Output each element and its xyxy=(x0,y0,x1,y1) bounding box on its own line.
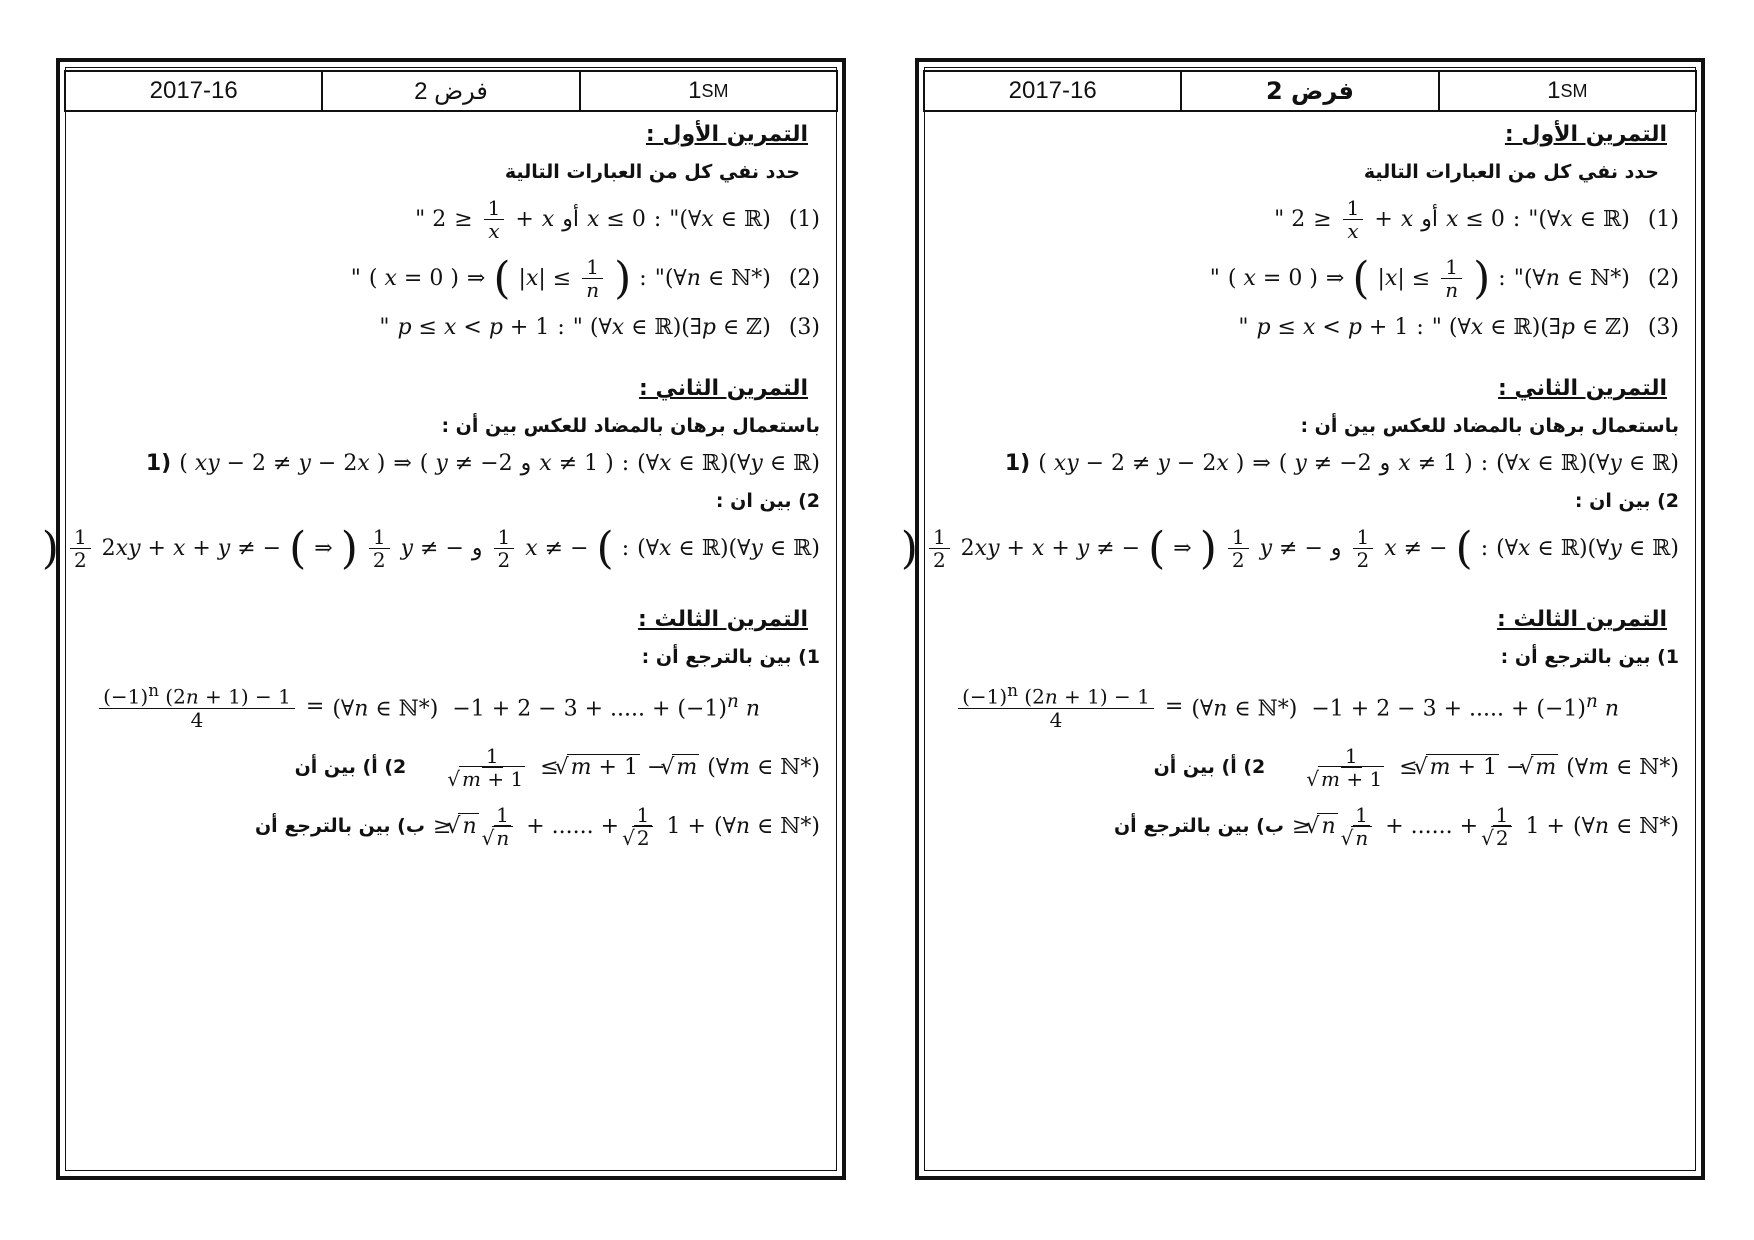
exam-sheet-left xyxy=(41,58,846,1180)
ex3-q1-formula: $\frac{(-1)^n (2n + 1) - 1}{4}$ = (∀n ∈ ℕ*) −1 + 2 − 3 + ..... + $(-1)^n$ n xyxy=(82,682,760,731)
ex3-q1-label: 1) بين بالترجع أن : xyxy=(1500,646,1679,668)
header-class: 1 SM xyxy=(579,72,836,110)
exam-sheet-right xyxy=(900,58,1705,1180)
ex3-q2b: ب) بين بالترجع أن ≥ √ n 1 √ n + ...... + 1 √ 2 1 + (∀n ∈ ℕ*) xyxy=(82,804,820,849)
exercise-2-title: التمرين الثاني : xyxy=(1498,376,1667,401)
header-class: 1 SM xyxy=(1438,72,1695,110)
exercise-1-instruction: حدد نفي كل من العبارات التالية xyxy=(1363,161,1659,183)
ex3-q1-label: 1) بين بالترجع أن : xyxy=(641,646,820,668)
ex1-statement-3: " p ≤ x < p + 1 : " (∀x ∈ ℝ)(∃p ∈ ℤ) (3) xyxy=(1238,315,1679,340)
exercise-1-title: التمرين الأول : xyxy=(1504,122,1667,147)
ex1-statement-3: " p ≤ x < p + 1 : " (∀x ∈ ℝ)(∃p ∈ ℤ) (3) xyxy=(379,315,820,340)
ex2-q2-label: 2) بين ان : xyxy=(715,490,820,512)
exercise-1-instruction: حدد نفي كل من العبارات التالية xyxy=(504,161,800,183)
header-table xyxy=(64,70,838,112)
exercise-3-title: التمرين الثالث : xyxy=(638,607,808,632)
ex2-q1-formula: 1) ( xy − 2 ≠ y − 2x ) ⇒ ( y ≠ −2 و x ≠ 1 ) : (∀x ∈ ℝ)(∀y ∈ ℝ) xyxy=(145,451,820,476)
header-title: فرض 2 xyxy=(1180,72,1437,110)
header-table xyxy=(923,70,1697,112)
exercise-2-title: التمرين الثاني : xyxy=(639,376,808,401)
ex3-q1-formula: $\frac{(-1)^n (2n + 1) - 1}{4}$ = (∀n ∈ ℕ*) −1 + 2 − 3 + ..... + $(-1)^n$ n xyxy=(941,682,1619,731)
exercise-1-title: التمرين الأول : xyxy=(645,122,808,147)
header-year: 2017-16 xyxy=(1008,77,1097,104)
ex2-q1-formula: 1) ( xy − 2 ≠ y − 2x ) ⇒ ( y ≠ −2 و x ≠ 1 ) : (∀x ∈ ℝ)(∀y ∈ ℝ) xyxy=(1004,451,1679,476)
ex2-q2-label: 2) بين ان : xyxy=(1574,490,1679,512)
ex3-q2a: 2) أ) بين أن 1 √ m + 1 ≤ √ m + 1 − √ m (∀m ∈ ℕ*) xyxy=(82,745,820,790)
ex1-statement-1: " 2 ≥ $\frac{1}{x}$ + x أو x ≤ 0 : "(∀x ∈ ℝ) (1) xyxy=(1274,196,1679,243)
ex1-statement-2: " ( x = 0 ) ⇒ ( |x| ≤ $\frac{1}{n}$ ) : "(∀n ∈ ℕ*) (2) xyxy=(350,252,820,304)
exercise-2-instruction: باستعمال برهان بالمضاد للعكس بين أن : xyxy=(1300,415,1679,437)
ex2-q2-formula: ) $\frac{1}{2}$ 2xy + x + y ≠ − ( ⇒ ) $\frac{1}{2}$ y ≠ − و $\frac{1}{2}$ x ≠ − ( : (∀x ∈ ℝ)(∀y ∈ ℝ) xyxy=(900,522,1679,574)
header-title: فرض 2 xyxy=(321,72,578,110)
exercise-2-instruction: باستعمال برهان بالمضاد للعكس بين أن : xyxy=(441,415,820,437)
ex1-statement-2: " ( x = 0 ) ⇒ ( |x| ≤ $\frac{1}{n}$ ) : "(∀n ∈ ℕ*) (2) xyxy=(1209,252,1679,304)
exercise-3-title: التمرين الثالث : xyxy=(1497,607,1667,632)
ex1-statement-1: " 2 ≥ $\frac{1}{x}$ + x أو x ≤ 0 : "(∀x ∈ ℝ) (1) xyxy=(415,196,820,243)
ex3-q2a: 2) أ) بين أن 1 √ m + 1 ≤ √ m + 1 − √ m (∀m ∈ ℕ*) xyxy=(941,745,1679,790)
ex2-q2-formula: ) $\frac{1}{2}$ 2xy + x + y ≠ − ( ⇒ ) $\frac{1}{2}$ y ≠ − و $\frac{1}{2}$ x ≠ − ( : (∀x ∈ ℝ)(∀y ∈ ℝ) xyxy=(41,522,820,574)
header-year: 2017-16 xyxy=(149,77,238,104)
ex3-q2b: ب) بين بالترجع أن ≥ √ n 1 √ n + ...... + 1 √ 2 1 + (∀n ∈ ℕ*) xyxy=(941,804,1679,849)
